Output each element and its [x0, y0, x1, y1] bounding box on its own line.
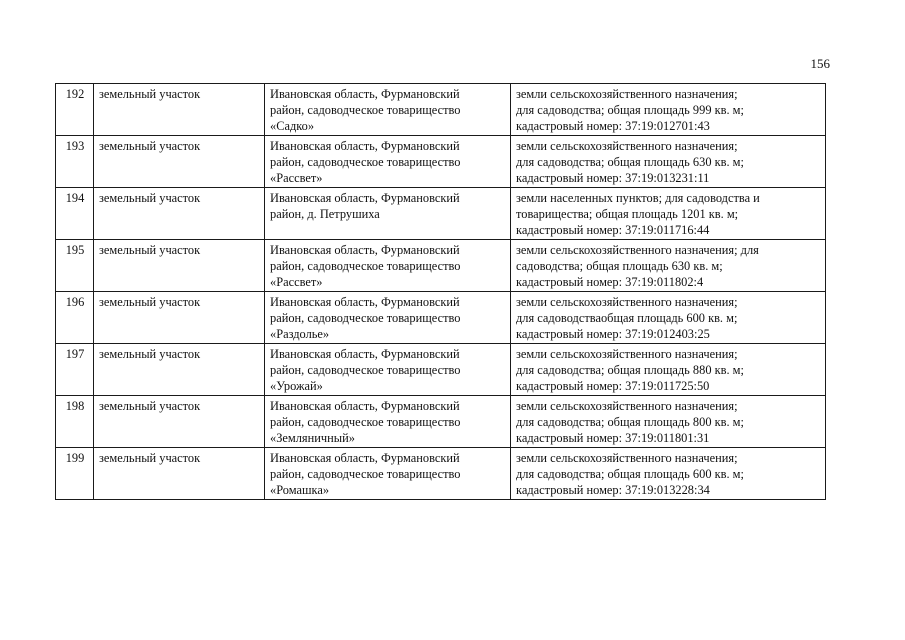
- row-number-cell: 199: [56, 448, 94, 500]
- description-line: земли сельскохозяйственного назначения;: [516, 451, 738, 465]
- address-cell: [265, 84, 511, 136]
- table-row: [56, 344, 826, 396]
- address-line: «Раздолье»: [270, 327, 330, 341]
- address-line: «Урожай»: [270, 379, 323, 393]
- description-cell: [511, 240, 826, 292]
- table-row: [56, 188, 826, 240]
- object-type-cell: земельный участок: [94, 240, 265, 292]
- address-cell: [265, 292, 511, 344]
- table-row: [56, 84, 826, 136]
- address-line: район, д. Петрушиха: [270, 207, 380, 221]
- description-line: земли сельскохозяйственного назначения;: [516, 139, 738, 153]
- address-line: Ивановская область, Фурмановский: [270, 243, 460, 257]
- description-line: земли сельскохозяйственного назначения;: [516, 87, 738, 101]
- address-line: район, садоводческое товарищество: [270, 363, 461, 377]
- description-line: кадастровый номер: 37:19:013228:34: [516, 483, 710, 497]
- description-cell: [511, 188, 826, 240]
- object-type-cell: земельный участок: [94, 292, 265, 344]
- address-line: «Ромашка»: [270, 483, 330, 497]
- address-cell: [265, 396, 511, 448]
- address-line: Ивановская область, Фурмановский: [270, 191, 460, 205]
- address-line: Ивановская область, Фурмановский: [270, 451, 460, 465]
- object-type-cell: земельный участок: [94, 396, 265, 448]
- row-number-cell: 193: [56, 136, 94, 188]
- object-type-cell: земельный участок: [94, 84, 265, 136]
- description-cell: [511, 84, 826, 136]
- description-line: кадастровый номер: 37:19:011716:44: [516, 223, 710, 237]
- description-line: садоводства; общая площадь 630 кв. м;: [516, 259, 723, 273]
- address-cell: [265, 136, 511, 188]
- description-line: товарищества; общая площадь 1201 кв. м;: [516, 207, 739, 221]
- table-row: [56, 396, 826, 448]
- address-cell: [265, 188, 511, 240]
- address-cell: [265, 344, 511, 396]
- row-number-cell: 198: [56, 396, 94, 448]
- row-number-cell: 196: [56, 292, 94, 344]
- land-plots-table: [55, 83, 826, 500]
- address-line: «Садко»: [270, 119, 315, 133]
- table-row: [56, 240, 826, 292]
- table-row: [56, 136, 826, 188]
- description-line: земли населенных пунктов; для садоводства и: [516, 191, 760, 205]
- description-line: для садоводства; общая площадь 630 кв. м;: [516, 155, 744, 169]
- object-type-cell: земельный участок: [94, 136, 265, 188]
- description-line: для садоводстваобщая площадь 600 кв. м;: [516, 311, 738, 325]
- description-line: земли сельскохозяйственного назначения; для: [516, 243, 759, 257]
- address-cell: [265, 448, 511, 500]
- address-line: район, садоводческое товарищество: [270, 311, 461, 325]
- description-line: кадастровый номер: 37:19:011802:4: [516, 275, 704, 289]
- description-cell: [511, 292, 826, 344]
- row-number-cell: 192: [56, 84, 94, 136]
- description-line: для садоводства; общая площадь 880 кв. м;: [516, 363, 744, 377]
- table-row: [56, 292, 826, 344]
- description-cell: [511, 396, 826, 448]
- description-line: кадастровый номер: 37:19:011725:50: [516, 379, 710, 393]
- object-type-cell: земельный участок: [94, 188, 265, 240]
- table-row: [56, 448, 826, 500]
- description-line: кадастровый номер: 37:19:011801:31: [516, 431, 710, 445]
- row-number-cell: 195: [56, 240, 94, 292]
- object-type-cell: земельный участок: [94, 344, 265, 396]
- address-line: Ивановская область, Фурмановский: [270, 347, 460, 361]
- description-line: для садоводства; общая площадь 800 кв. м;: [516, 415, 744, 429]
- description-line: кадастровый номер: 37:19:013231:11: [516, 171, 710, 185]
- description-cell: [511, 448, 826, 500]
- address-line: Ивановская область, Фурмановский: [270, 295, 460, 309]
- address-line: «Рассвет»: [270, 275, 323, 289]
- address-line: «Земляничный»: [270, 431, 355, 445]
- address-line: район, садоводческое товарищество: [270, 103, 461, 117]
- address-line: район, садоводческое товарищество: [270, 415, 461, 429]
- row-number-cell: 194: [56, 188, 94, 240]
- address-line: район, садоводческое товарищество: [270, 155, 461, 169]
- description-cell: [511, 136, 826, 188]
- object-type-cell: земельный участок: [94, 448, 265, 500]
- description-line: земли сельскохозяйственного назначения;: [516, 347, 738, 361]
- address-line: Ивановская область, Фурмановский: [270, 87, 460, 101]
- description-cell: [511, 344, 826, 396]
- address-line: Ивановская область, Фурмановский: [270, 399, 460, 413]
- address-line: район, садоводческое товарищество: [270, 467, 461, 481]
- description-line: земли сельскохозяйственного назначения;: [516, 295, 738, 309]
- description-line: кадастровый номер: 37:19:012701:43: [516, 119, 710, 133]
- address-line: «Рассвет»: [270, 171, 323, 185]
- description-line: земли сельскохозяйственного назначения;: [516, 399, 738, 413]
- address-cell: [265, 240, 511, 292]
- row-number-cell: 197: [56, 344, 94, 396]
- table-body: [56, 84, 826, 500]
- address-line: район, садоводческое товарищество: [270, 259, 461, 273]
- page-number: 156: [810, 56, 830, 71]
- description-line: для садоводства; общая площадь 999 кв. м;: [516, 103, 744, 117]
- description-line: кадастровый номер: 37:19:012403:25: [516, 327, 710, 341]
- description-line: для садоводства; общая площадь 600 кв. м;: [516, 467, 744, 481]
- address-line: Ивановская область, Фурмановский: [270, 139, 460, 153]
